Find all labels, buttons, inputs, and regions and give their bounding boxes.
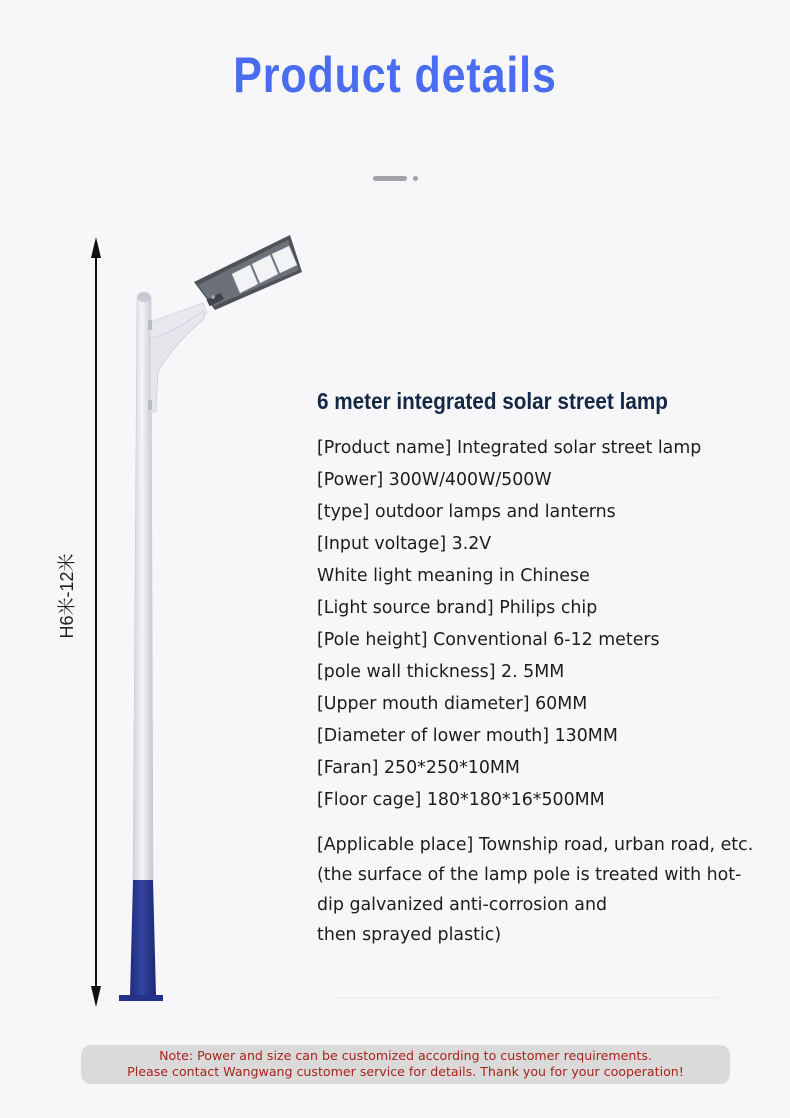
applicable-line: [Applicable place] Township road, urban road, etc.	[317, 835, 754, 855]
spec-item: White light meaning in Chinese	[317, 566, 590, 586]
height-dimension-arrow	[91, 237, 101, 1007]
spec-list	[317, 432, 767, 816]
page-title: Product details	[233, 47, 557, 103]
note-line-1: Note: Power and size can be customized according to customer requirements.	[159, 1048, 652, 1063]
height-label: H6米-12米	[57, 553, 77, 639]
note-line-2: Please contact Wangwang customer service for details. Thank you for your cooperation!	[127, 1064, 684, 1079]
spec-item: [Diameter of lower mouth] 130MM	[317, 726, 618, 746]
spec-item: [Input voltage] 3.2V	[317, 534, 492, 554]
spec-item: [Pole height] Conventional 6-12 meters	[317, 630, 660, 650]
lamp-pole	[133, 292, 207, 882]
spec-item: [Product name] Integrated solar street lamp	[317, 438, 702, 458]
applicable-line: then sprayed plastic)	[317, 925, 502, 945]
applicable-line: (the surface of the lamp pole is treated with hot-	[317, 865, 742, 885]
applicable-place	[317, 830, 767, 950]
spec-item: [Power] 300W/400W/500W	[317, 470, 552, 490]
spec-item: [Faran] 250*250*10MM	[317, 758, 520, 778]
spec-item: [Upper mouth diameter] 60MM	[317, 694, 588, 714]
spec-item: [pole wall thickness] 2. 5MM	[317, 662, 565, 682]
spec-item: [Light source brand] Philips chip	[317, 598, 598, 618]
spec-item: [type] outdoor lamps and lanterns	[317, 502, 616, 522]
spec-item: [Floor cage] 180*180*16*500MM	[317, 790, 605, 810]
customization-note	[81, 1045, 730, 1084]
section-divider	[333, 997, 718, 998]
pole-base	[119, 880, 163, 1001]
applicable-line: dip galvanized anti-corrosion and	[317, 895, 608, 915]
product-title: 6 meter integrated solar street lamp	[317, 388, 668, 414]
solar-lamp-head	[194, 235, 302, 310]
